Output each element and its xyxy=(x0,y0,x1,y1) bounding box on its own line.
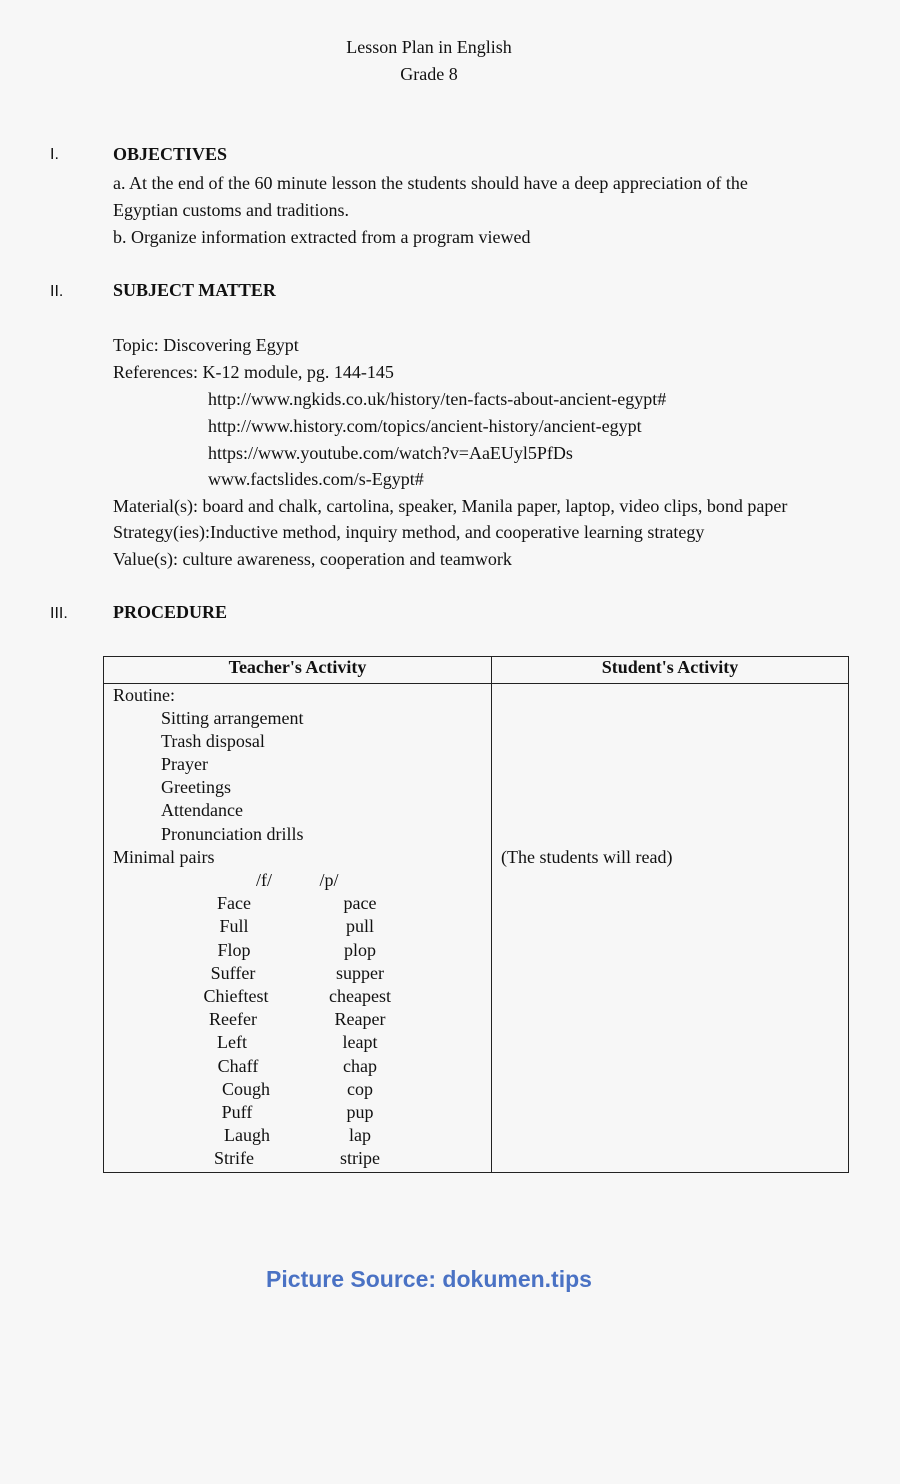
section-numeral-objectives: I. xyxy=(50,146,59,163)
routine-item: Pronunciation drills xyxy=(161,824,304,844)
pair-word-f: Reefer xyxy=(209,1009,257,1029)
pair-word-p: cop xyxy=(347,1079,373,1099)
pair-word-p: supper xyxy=(336,963,384,983)
pair-word-f: Chieftest xyxy=(203,986,269,1006)
reference-link: http://www.ngkids.co.uk/history/ten-facts-about-ancient-egypt# xyxy=(208,389,667,409)
routine-item: Prayer xyxy=(161,754,208,774)
routine-item: Greetings xyxy=(161,777,231,797)
heading-procedure: PROCEDURE xyxy=(113,602,228,622)
reference-link: http://www.history.com/topics/ancient-history/ancient-egypt xyxy=(208,416,642,436)
topic-line: Topic: Discovering Egypt xyxy=(113,335,299,355)
pair-header-f: /f/ xyxy=(256,870,272,890)
pair-word-f: Strife xyxy=(214,1148,254,1168)
pair-word-p: pup xyxy=(346,1102,374,1122)
teacher-activity-cell xyxy=(104,684,492,1173)
pair-word-p: cheapest xyxy=(329,986,391,1006)
pair-word-p: plop xyxy=(343,940,376,960)
reference-link: https://www.youtube.com/watch?v=AaEUyl5PfDs xyxy=(208,443,573,463)
routine-item: Trash disposal xyxy=(161,731,265,751)
pair-word-f: Laugh xyxy=(224,1125,270,1145)
pair-word-f: Puff xyxy=(221,1102,253,1122)
pair-word-p: lap xyxy=(349,1125,371,1145)
heading-objectives: OBJECTIVES xyxy=(113,144,228,164)
document-title: Lesson Plan in English xyxy=(346,37,512,57)
section-numeral-subject: II. xyxy=(50,283,64,300)
pair-word-f: Suffer xyxy=(210,963,256,983)
grade-label: Grade 8 xyxy=(400,64,458,84)
student-note: (The students will read) xyxy=(501,847,673,867)
pair-word-f: Chaff xyxy=(217,1056,259,1076)
pair-word-p: pull xyxy=(345,916,374,936)
pair-word-p: Reaper xyxy=(334,1009,386,1029)
reference-link: www.factslides.com/s-Egypt# xyxy=(208,469,424,489)
objective-line: a. At the end of the 60 minute lesson the students should have a deep appreciation of the xyxy=(113,173,748,193)
pair-word-f: Full xyxy=(219,916,249,936)
materials-line: Material(s): board and chalk, cartolina, speaker, Manila paper, laptop, video clips, bond paper xyxy=(113,496,788,516)
procedure-table xyxy=(103,656,849,1173)
picture-source-caption: Picture Source: dokumen.tips xyxy=(266,1266,592,1292)
minimal-pairs-label: Minimal pairs xyxy=(113,847,215,867)
pair-header-p: /p/ xyxy=(319,870,339,890)
pair-word-p: chap xyxy=(343,1056,377,1076)
pair-word-p: leapt xyxy=(342,1032,378,1052)
routine-item: Sitting arrangement xyxy=(161,708,304,728)
section-numeral-procedure: III. xyxy=(50,605,68,622)
strategies-line: Strategy(ies):Inductive method, inquiry method, and cooperative learning strategy xyxy=(113,522,705,542)
pair-word-p: stripe xyxy=(340,1148,380,1168)
references-line: References: K-12 module, pg. 144-145 xyxy=(113,362,394,382)
pair-word-f: Flop xyxy=(217,940,251,960)
pair-word-f: Face xyxy=(217,893,251,913)
routine-label: Routine: xyxy=(113,685,175,705)
column-header-teacher: Teacher's Activity xyxy=(104,657,492,684)
objective-line: Egyptian customs and traditions. xyxy=(113,200,349,220)
pair-word-f: Left xyxy=(217,1032,247,1052)
pair-word-f: Cough xyxy=(221,1079,270,1099)
heading-subject-matter: SUBJECT MATTER xyxy=(113,280,276,300)
routine-item: Attendance xyxy=(161,800,243,820)
column-header-student: Student's Activity xyxy=(492,657,849,684)
student-activity-cell xyxy=(492,684,849,1173)
values-line: Value(s): culture awareness, cooperation and teamwork xyxy=(113,549,512,569)
objective-line: b. Organize information extracted from a program viewed xyxy=(113,227,531,247)
pair-word-p: pace xyxy=(343,893,377,913)
